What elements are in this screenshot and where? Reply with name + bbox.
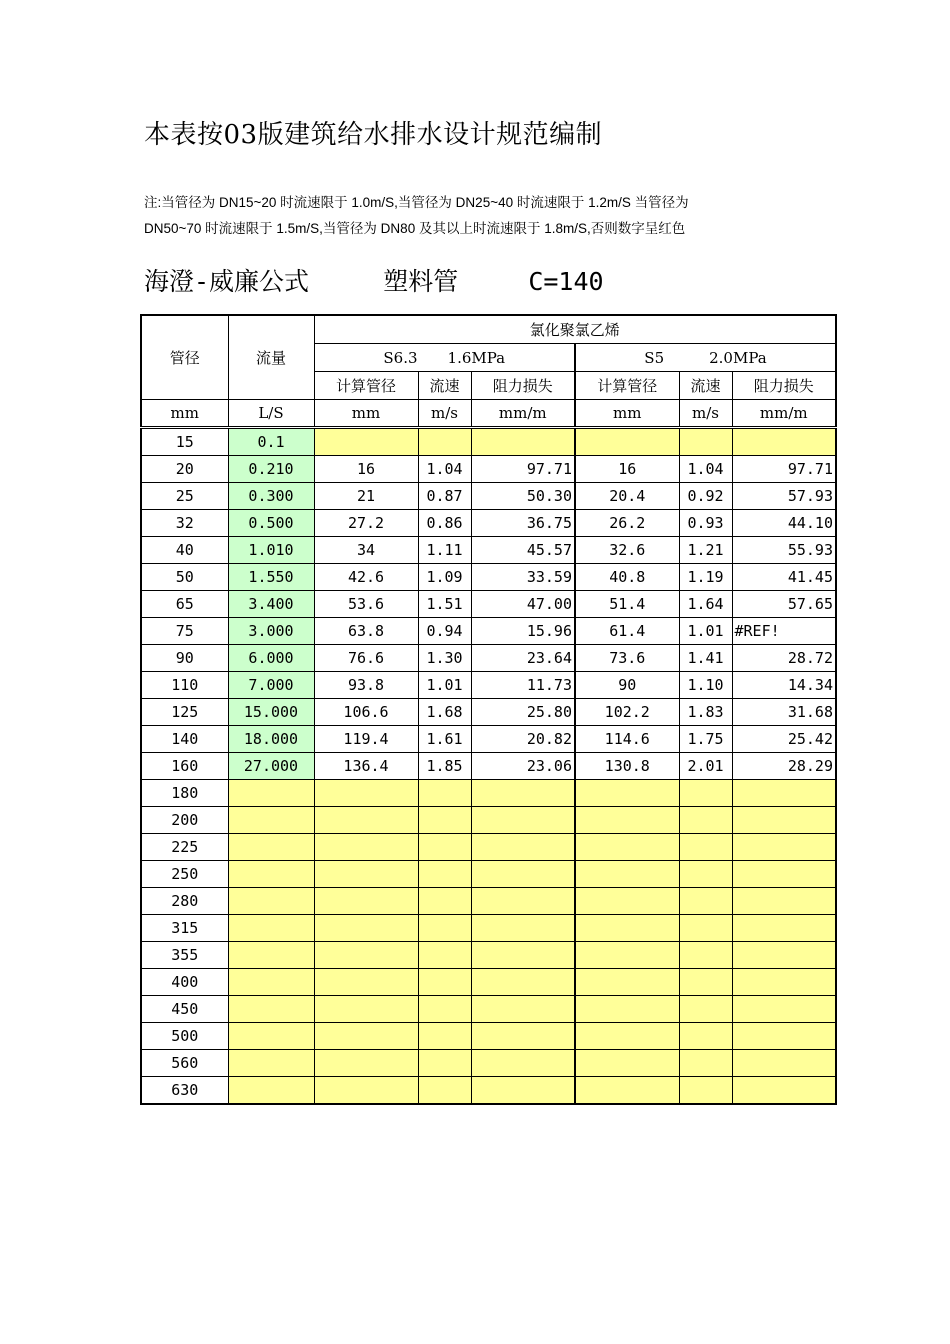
cell-head-loss-s63: 50.30: [471, 482, 575, 509]
cell-velocity-s63: [418, 833, 471, 860]
cell-calc-diameter-s63: 106.6: [314, 698, 418, 725]
cell-calc-diameter-s5: [575, 806, 679, 833]
cell-head-loss-s5: #REF!: [732, 617, 836, 644]
cell-velocity-s63: 1.30: [418, 644, 471, 671]
cell-calc-diameter-s63: [314, 806, 418, 833]
unit-calc-1: mm: [314, 399, 418, 427]
cell-flow: 7.000: [228, 671, 314, 698]
cell-calc-diameter-s5: [575, 914, 679, 941]
cell-velocity-s5: [679, 1076, 732, 1104]
cell-calc-diameter-s5: 40.8: [575, 563, 679, 590]
cell-calc-diameter-s5: 51.4: [575, 590, 679, 617]
cell-calc-diameter-s5: 130.8: [575, 752, 679, 779]
c-value: C=140: [528, 267, 604, 296]
cell-velocity-s5: 1.21: [679, 536, 732, 563]
cell-head-loss-s5: 97.71: [732, 455, 836, 482]
cell-head-loss-s63: 45.57: [471, 536, 575, 563]
cell-head-loss-s5: [732, 806, 836, 833]
cell-calc-diameter-s63: [314, 914, 418, 941]
unit-loss-2: mm/m: [732, 399, 836, 427]
cell-velocity-s5: [679, 1049, 732, 1076]
cell-flow: [228, 779, 314, 806]
cell-head-loss-s5: [732, 941, 836, 968]
table-row: [141, 617, 836, 644]
cell-dn: 75: [141, 617, 228, 644]
cell-flow: 6.000: [228, 644, 314, 671]
cell-flow: 0.210: [228, 455, 314, 482]
cell-head-loss-s63: 15.96: [471, 617, 575, 644]
header-head-loss-2: 阻力损失: [732, 371, 836, 399]
header-calc-diameter-2: 计算管径: [575, 371, 679, 399]
header-diameter: 管径: [141, 315, 228, 399]
cell-head-loss-s63: [471, 887, 575, 914]
header-group-s63: S6.3 1.6MPa: [314, 343, 575, 371]
table-row: [141, 671, 836, 698]
cell-dn: 250: [141, 860, 228, 887]
cell-calc-diameter-s63: [314, 941, 418, 968]
cell-calc-diameter-s63: [314, 968, 418, 995]
cell-calc-diameter-s5: [575, 995, 679, 1022]
cell-head-loss-s5: 57.65: [732, 590, 836, 617]
header-velocity-1: 流速: [418, 371, 471, 399]
cell-velocity-s63: [418, 995, 471, 1022]
cell-dn: 15: [141, 427, 228, 455]
cell-flow: [228, 1049, 314, 1076]
cell-velocity-s63: 1.51: [418, 590, 471, 617]
cell-calc-diameter-s5: [575, 779, 679, 806]
cell-velocity-s5: 1.19: [679, 563, 732, 590]
table-row: [141, 995, 836, 1022]
cell-head-loss-s5: 14.34: [732, 671, 836, 698]
cell-calc-diameter-s63: 27.2: [314, 509, 418, 536]
cell-flow: 18.000: [228, 725, 314, 752]
unit-calc-2: mm: [575, 399, 679, 427]
cell-head-loss-s5: 57.93: [732, 482, 836, 509]
cell-head-loss-s63: [471, 914, 575, 941]
cell-velocity-s5: 1.04: [679, 455, 732, 482]
cell-velocity-s5: [679, 914, 732, 941]
cell-velocity-s63: [418, 1049, 471, 1076]
cell-flow: [228, 1076, 314, 1104]
table-row: [141, 806, 836, 833]
cell-head-loss-s5: 55.93: [732, 536, 836, 563]
cell-head-loss-s63: [471, 427, 575, 455]
cell-velocity-s5: [679, 968, 732, 995]
cell-head-loss-s5: [732, 914, 836, 941]
header-calc-diameter-1: 计算管径: [314, 371, 418, 399]
cell-velocity-s63: [418, 1076, 471, 1104]
hydraulic-table: [140, 314, 837, 1105]
header-head-loss-1: 阻力损失: [471, 371, 575, 399]
cell-head-loss-s63: [471, 779, 575, 806]
cell-velocity-s63: 1.09: [418, 563, 471, 590]
cell-head-loss-s5: 28.29: [732, 752, 836, 779]
cell-head-loss-s63: 20.82: [471, 725, 575, 752]
cell-velocity-s5: [679, 995, 732, 1022]
table-row: [141, 914, 836, 941]
cell-dn: 40: [141, 536, 228, 563]
cell-head-loss-s63: [471, 1022, 575, 1049]
note-line-1: 注:当管径为 DN15~20 时流速限于 1.0m/S,当管径为 DN25~40 时流速限于 1.2m/S 当管径为: [144, 195, 689, 210]
cell-dn: 355: [141, 941, 228, 968]
cell-head-loss-s63: 11.73: [471, 671, 575, 698]
cell-dn: 400: [141, 968, 228, 995]
cell-velocity-s5: 1.83: [679, 698, 732, 725]
cell-velocity-s5: [679, 779, 732, 806]
cell-velocity-s5: 1.64: [679, 590, 732, 617]
cell-velocity-s63: [418, 887, 471, 914]
cell-flow: 1.010: [228, 536, 314, 563]
cell-velocity-s63: 0.86: [418, 509, 471, 536]
cell-flow: 0.500: [228, 509, 314, 536]
table-row: [141, 1076, 836, 1104]
formula-heading: [144, 262, 604, 298]
cell-velocity-s63: [418, 941, 471, 968]
cell-flow: 3.400: [228, 590, 314, 617]
cell-calc-diameter-s5: [575, 941, 679, 968]
cell-velocity-s63: [418, 968, 471, 995]
cell-head-loss-s5: [732, 968, 836, 995]
cell-calc-diameter-s63: 53.6: [314, 590, 418, 617]
cell-head-loss-s5: 25.42: [732, 725, 836, 752]
cell-head-loss-s5: 44.10: [732, 509, 836, 536]
cell-calc-diameter-s63: 16: [314, 455, 418, 482]
cell-calc-diameter-s63: 63.8: [314, 617, 418, 644]
table-row: [141, 887, 836, 914]
cell-velocity-s5: 1.10: [679, 671, 732, 698]
table-row: [141, 725, 836, 752]
cell-calc-diameter-s5: 26.2: [575, 509, 679, 536]
table-row: [141, 941, 836, 968]
cell-velocity-s5: [679, 427, 732, 455]
table-row: [141, 860, 836, 887]
cell-velocity-s5: 1.75: [679, 725, 732, 752]
formula-name: 海澄-威廉公式: [144, 267, 310, 296]
cell-velocity-s5: [679, 887, 732, 914]
pipe-type: 塑料管: [383, 267, 459, 296]
cell-flow: [228, 968, 314, 995]
unit-loss-1: mm/m: [471, 399, 575, 427]
cell-dn: 90: [141, 644, 228, 671]
cell-dn: 630: [141, 1076, 228, 1104]
cell-calc-diameter-s5: [575, 1049, 679, 1076]
cell-calc-diameter-s63: [314, 1022, 418, 1049]
cell-velocity-s63: 1.01: [418, 671, 471, 698]
cell-head-loss-s5: [732, 1049, 836, 1076]
cell-velocity-s5: [679, 941, 732, 968]
unit-flow: L/S: [228, 399, 314, 427]
cell-velocity-s63: 1.85: [418, 752, 471, 779]
cell-velocity-s63: [418, 860, 471, 887]
note-text: [144, 190, 824, 242]
cell-dn: 180: [141, 779, 228, 806]
cell-dn: 25: [141, 482, 228, 509]
cell-head-loss-s63: 36.75: [471, 509, 575, 536]
cell-calc-diameter-s5: 102.2: [575, 698, 679, 725]
cell-head-loss-s5: [732, 860, 836, 887]
cell-head-loss-s5: 28.72: [732, 644, 836, 671]
cell-flow: 0.300: [228, 482, 314, 509]
table-row: [141, 563, 836, 590]
cell-head-loss-s5: [732, 1076, 836, 1104]
cell-dn: 500: [141, 1022, 228, 1049]
cell-calc-diameter-s63: 119.4: [314, 725, 418, 752]
cell-head-loss-s63: [471, 995, 575, 1022]
cell-dn: 65: [141, 590, 228, 617]
unit-velocity-2: m/s: [679, 399, 732, 427]
cell-dn: 110: [141, 671, 228, 698]
cell-velocity-s5: 0.92: [679, 482, 732, 509]
table-row: [141, 536, 836, 563]
cell-velocity-s63: 1.61: [418, 725, 471, 752]
cell-dn: 200: [141, 806, 228, 833]
cell-head-loss-s63: [471, 860, 575, 887]
cell-flow: [228, 941, 314, 968]
cell-dn: 50: [141, 563, 228, 590]
cell-velocity-s5: 0.93: [679, 509, 732, 536]
cell-flow: [228, 1022, 314, 1049]
cell-head-loss-s63: 33.59: [471, 563, 575, 590]
cell-calc-diameter-s63: [314, 1049, 418, 1076]
cell-calc-diameter-s63: [314, 833, 418, 860]
table-row: [141, 644, 836, 671]
cell-calc-diameter-s63: [314, 779, 418, 806]
cell-calc-diameter-s5: [575, 1076, 679, 1104]
cell-head-loss-s5: [732, 833, 836, 860]
cell-dn: 125: [141, 698, 228, 725]
cell-head-loss-s63: [471, 941, 575, 968]
cell-velocity-s63: 0.94: [418, 617, 471, 644]
cell-calc-diameter-s5: [575, 887, 679, 914]
page-title: 本表按03版建筑给水排水设计规范编制: [144, 120, 603, 150]
cell-calc-diameter-s5: [575, 427, 679, 455]
table-row: [141, 698, 836, 725]
cell-head-loss-s63: [471, 806, 575, 833]
cell-velocity-s63: 0.87: [418, 482, 471, 509]
cell-calc-diameter-s63: 136.4: [314, 752, 418, 779]
cell-head-loss-s5: [732, 779, 836, 806]
cell-calc-diameter-s5: 114.6: [575, 725, 679, 752]
cell-dn: 280: [141, 887, 228, 914]
header-group-s5: S5 2.0MPa: [575, 343, 836, 371]
cell-velocity-s5: 1.01: [679, 617, 732, 644]
cell-head-loss-s63: 23.06: [471, 752, 575, 779]
cell-velocity-s63: [418, 1022, 471, 1049]
unit-velocity-1: m/s: [418, 399, 471, 427]
cell-head-loss-s63: [471, 968, 575, 995]
cell-head-loss-s63: 23.64: [471, 644, 575, 671]
cell-head-loss-s5: [732, 427, 836, 455]
cell-calc-diameter-s5: 73.6: [575, 644, 679, 671]
cell-calc-diameter-s5: 90: [575, 671, 679, 698]
header-material: 氯化聚氯乙烯: [314, 315, 836, 343]
cell-dn: 20: [141, 455, 228, 482]
cell-flow: [228, 806, 314, 833]
cell-head-loss-s5: [732, 887, 836, 914]
cell-calc-diameter-s63: [314, 995, 418, 1022]
cell-head-loss-s5: 31.68: [732, 698, 836, 725]
cell-velocity-s63: 1.68: [418, 698, 471, 725]
cell-calc-diameter-s63: 42.6: [314, 563, 418, 590]
cell-calc-diameter-s5: 32.6: [575, 536, 679, 563]
table-row: [141, 1049, 836, 1076]
cell-calc-diameter-s63: 21: [314, 482, 418, 509]
cell-flow: 0.1: [228, 427, 314, 455]
cell-velocity-s5: [679, 833, 732, 860]
cell-flow: 3.000: [228, 617, 314, 644]
cell-velocity-s63: [418, 779, 471, 806]
cell-velocity-s5: 2.01: [679, 752, 732, 779]
cell-dn: 140: [141, 725, 228, 752]
note-line-2: DN50~70 时流速限于 1.5m/S,当管径为 DN80 及其以上时流速限于 1.8m/S,否则数字呈红色: [144, 221, 686, 236]
cell-calc-diameter-s5: [575, 860, 679, 887]
cell-head-loss-s63: [471, 833, 575, 860]
cell-calc-diameter-s5: [575, 968, 679, 995]
cell-velocity-s5: [679, 860, 732, 887]
unit-diameter: mm: [141, 399, 228, 427]
cell-calc-diameter-s63: [314, 860, 418, 887]
cell-head-loss-s63: [471, 1049, 575, 1076]
cell-calc-diameter-s63: 93.8: [314, 671, 418, 698]
cell-flow: [228, 995, 314, 1022]
cell-dn: 225: [141, 833, 228, 860]
cell-calc-diameter-s5: [575, 1022, 679, 1049]
cell-flow: [228, 833, 314, 860]
cell-flow: 27.000: [228, 752, 314, 779]
cell-calc-diameter-s5: 16: [575, 455, 679, 482]
cell-calc-diameter-s63: 34: [314, 536, 418, 563]
cell-flow: 1.550: [228, 563, 314, 590]
table-row: [141, 779, 836, 806]
cell-velocity-s63: [418, 914, 471, 941]
cell-velocity-s5: [679, 1022, 732, 1049]
table-row: [141, 590, 836, 617]
cell-velocity-s63: 1.11: [418, 536, 471, 563]
table-row: [141, 752, 836, 779]
cell-flow: [228, 887, 314, 914]
table-row: [141, 455, 836, 482]
table-row: [141, 427, 836, 455]
cell-calc-diameter-s5: 20.4: [575, 482, 679, 509]
cell-head-loss-s63: 25.80: [471, 698, 575, 725]
table-body: [141, 427, 836, 1104]
cell-head-loss-s5: [732, 1022, 836, 1049]
cell-head-loss-s63: [471, 1076, 575, 1104]
cell-velocity-s63: 1.04: [418, 455, 471, 482]
cell-calc-diameter-s63: 76.6: [314, 644, 418, 671]
cell-head-loss-s63: 97.71: [471, 455, 575, 482]
header-velocity-2: 流速: [679, 371, 732, 399]
cell-flow: 15.000: [228, 698, 314, 725]
cell-dn: 560: [141, 1049, 228, 1076]
cell-calc-diameter-s5: [575, 833, 679, 860]
cell-flow: [228, 860, 314, 887]
cell-head-loss-s63: 47.00: [471, 590, 575, 617]
cell-dn: 32: [141, 509, 228, 536]
table-row: [141, 833, 836, 860]
cell-flow: [228, 914, 314, 941]
cell-velocity-s5: [679, 806, 732, 833]
table-row: [141, 482, 836, 509]
cell-head-loss-s5: [732, 995, 836, 1022]
cell-calc-diameter-s63: [314, 887, 418, 914]
table-row: [141, 1022, 836, 1049]
cell-velocity-s63: [418, 427, 471, 455]
cell-head-loss-s5: 41.45: [732, 563, 836, 590]
table-row: [141, 509, 836, 536]
cell-calc-diameter-s63: [314, 427, 418, 455]
header-flow: 流量: [228, 315, 314, 399]
cell-dn: 315: [141, 914, 228, 941]
cell-calc-diameter-s63: [314, 1076, 418, 1104]
table-row: [141, 968, 836, 995]
cell-velocity-s63: [418, 806, 471, 833]
cell-dn: 450: [141, 995, 228, 1022]
cell-velocity-s5: 1.41: [679, 644, 732, 671]
cell-dn: 160: [141, 752, 228, 779]
cell-calc-diameter-s5: 61.4: [575, 617, 679, 644]
